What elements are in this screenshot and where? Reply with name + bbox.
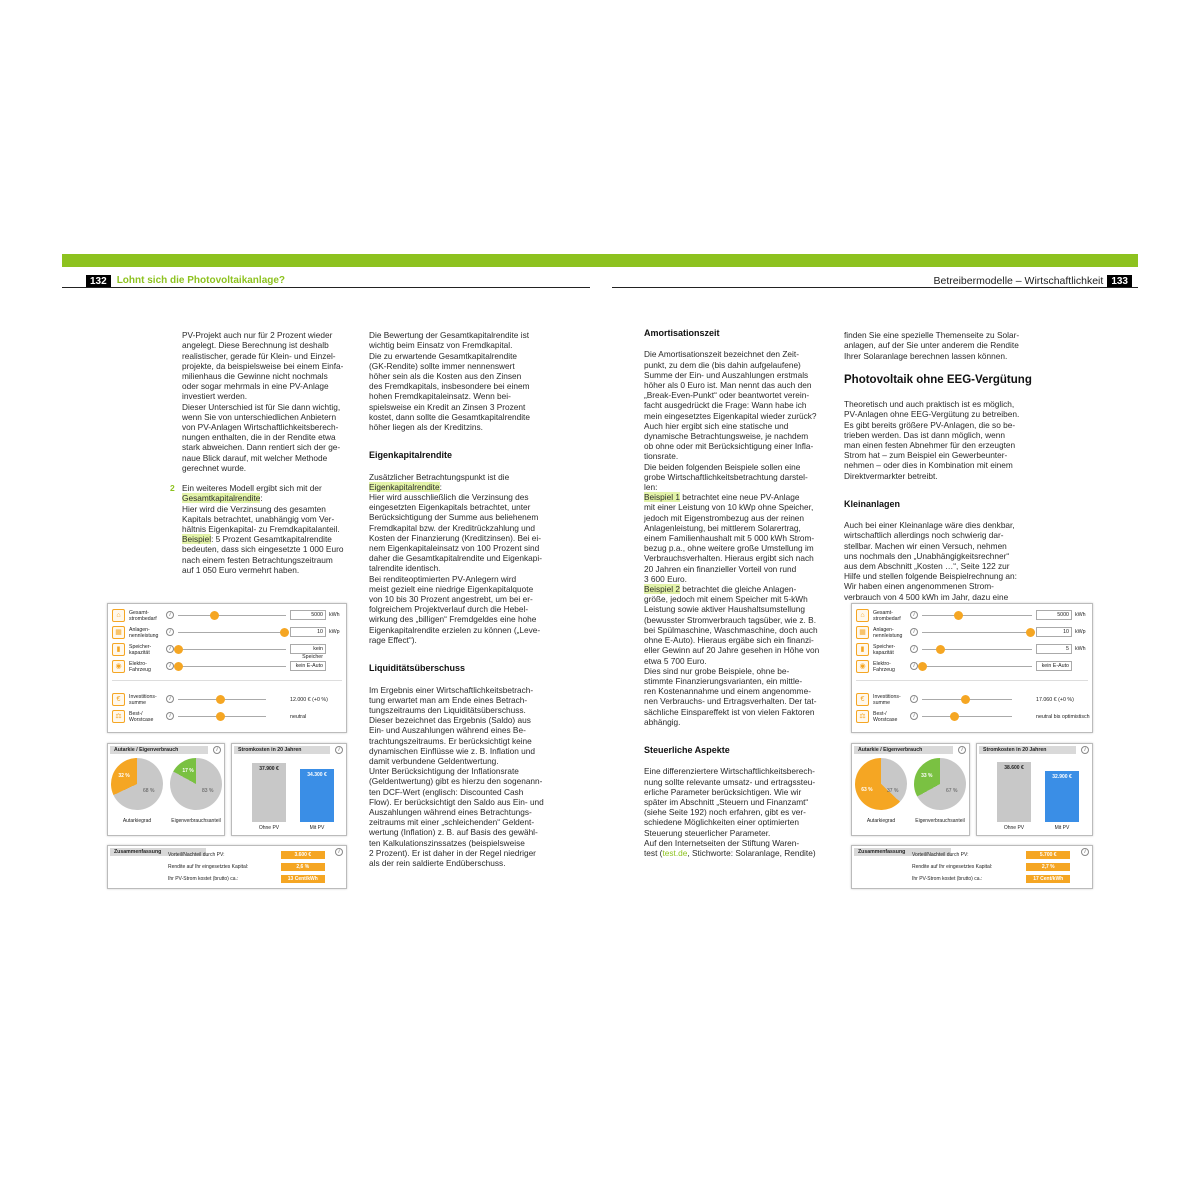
slider-knob[interactable] <box>210 611 219 620</box>
panel-title: Stromkosten in 20 Jahren <box>234 746 330 754</box>
info-icon[interactable]: i <box>166 645 174 653</box>
paragraph <box>182 483 372 575</box>
text: Ein weiteres Modell ergibt sich mit der <box>182 483 322 494</box>
text-column-1 <box>182 320 372 585</box>
slider-track[interactable] <box>922 615 1032 616</box>
euro-icon: € <box>112 693 125 706</box>
panel-title: Stromkosten in 20 Jahren <box>979 746 1076 754</box>
calculator-right <box>851 603 1093 893</box>
text: betrachtet die gleiche Anlagen- größe, jedoch mit einem Speicher mit 5-kWh Leistung sowie aktiver Haushaltsumstellung (bewusster Stromverbrauch tagsüber, wie z. B. bei Spülmaschine, Waschmaschine, doch auch ohne E-Auto). Hieraus ergäbe sich ein finanzi- eller Gewinn auf 20 Jahre gesehen in Höhe von etwa 5 700 Euro. Dies sind nur grobe Beispiele, ohne be- stimmte Finanzierungsvarianten, ein mittle- ren Kostenannahme und einem angenomme- nen Verbrauchs- und Ertragsverhalten. Der tat- sächliche Einspareffekt ist von vielen Faktoren abhängig. <box>644 584 820 727</box>
summary-panel <box>107 845 347 889</box>
paragraph: Die Bewertung der Gesamtkapitalrendite ist wichtig beim Einsatz von Fremdkapital. Die zu erwartende Gesamtkapitalrendite (GK-Rendite) sollte immer nennenswert höher sein als die Kosten aus den Zinsen des Fremdkapitals, insbesondere bei einem hohen Fremdkapitaleinsatz. Wenn bei- spielsweise ein Kredit an Zinsen 3 Prozent kostet, dann sollte die Gesamtkapitalrendite höher liegen als der Kreditzins. <box>369 330 530 433</box>
value-readout: 17.060 € (+0 %) <box>1036 697 1074 703</box>
summary-row <box>852 862 1094 872</box>
pie-chart <box>102 749 171 818</box>
row-label: Anlagen- nennleistung <box>129 627 159 639</box>
text-column-2 <box>369 320 569 878</box>
euro-icon: € <box>856 693 869 706</box>
highlight: Beispiel <box>182 534 212 545</box>
section-heading: Amortisationszeit <box>644 328 720 339</box>
info-icon[interactable]: i <box>910 662 918 670</box>
text: : 5 Prozent Gesamtkapitalrendite bedeuten, dass sich eingesetzte 1 000 Euro nach einem festen Betrachtungszeitraum auf 1 050 Euro vermehrt haben. <box>182 534 344 575</box>
section-heading: Liquiditätsüberschuss <box>369 663 466 674</box>
text: , Stichworte: Solaranlage, Rendite) <box>687 847 816 858</box>
scale-icon: ⚖ <box>112 710 125 723</box>
info-icon[interactable]: i <box>166 611 174 619</box>
left-page-header <box>86 274 285 288</box>
summary-label: Vorteil/Nachteil durch PV: <box>168 852 225 858</box>
row-label: Gesamt- strombedarf <box>873 610 901 622</box>
summary-value: 17 Cent/kWh <box>1026 875 1070 883</box>
input-row <box>108 692 346 708</box>
summary-value: 3.600 € <box>281 851 325 859</box>
panel-icon: ▦ <box>856 626 869 639</box>
text-column-4 <box>844 320 1044 612</box>
pie-value-label: 32 % <box>118 772 130 779</box>
pie-rest-label: 37 % <box>887 788 899 794</box>
paragraph <box>369 472 569 645</box>
summary-row <box>108 862 348 872</box>
value-readout: neutral bis optimistisch <box>1036 714 1090 720</box>
slider-track[interactable] <box>178 615 286 616</box>
slider-track[interactable] <box>178 649 286 650</box>
pie-chart <box>905 749 976 820</box>
pie-value-label: 63 % <box>861 786 873 793</box>
slider-knob[interactable] <box>216 712 225 721</box>
bar-value: 32.900 € <box>1052 774 1072 780</box>
slider-track[interactable] <box>922 666 1032 667</box>
house-icon: ⌂ <box>112 609 125 622</box>
row-label: Speicher- kapazität <box>129 644 152 656</box>
info-icon[interactable]: i <box>166 628 174 636</box>
panel-title: Autarkie / Eigenverbrauch <box>110 746 208 754</box>
slider-knob[interactable] <box>954 611 963 620</box>
highlight: Eigenkapitalrendite <box>369 481 440 492</box>
panel-title: Autarkie / Eigenverbrauch <box>854 746 953 754</box>
right-page-header <box>933 274 1132 288</box>
input-row <box>852 625 1092 641</box>
input-panel <box>851 603 1093 733</box>
bar-caption: Ohne PV <box>258 825 280 831</box>
pie-chart <box>161 749 232 820</box>
summary-label: Rendite auf Ihr eingesetztes Kapital: <box>168 864 249 870</box>
paragraph: Auch bei einer Kleinanlage wäre dies denkbar, wirtschaftlich allerdings noch schwierig dar- stellbar. Machen wir einen Versuch, nehmen uns nochmals den „Unabhängigkeitsrechner“ aus dem Abschnitt „Kosten …“, Seite 122 zur Hilfe und stellen folgende Beispielrechnung an: Wir haben einen angenommenen Strom- verbrauch von 4 500 kWh im Jahr, dazu eine <box>844 520 1017 602</box>
summary-value: 5.700 € <box>1026 851 1070 859</box>
summary-value: 2,7 % <box>1026 863 1070 871</box>
input-panel <box>107 603 347 733</box>
section-heading: Eigenkapitalrendite <box>369 450 453 461</box>
pie-caption: Autarkiegrad <box>866 818 896 824</box>
summary-label: Ihr PV-Strom kostet (brutto) ca.: <box>912 876 983 882</box>
text: Zusätzlicher Betrachtungspunkt ist die <box>369 471 510 482</box>
slider-knob[interactable] <box>961 695 970 704</box>
car-icon: ◉ <box>856 660 869 673</box>
value-input[interactable]: kein E-Auto <box>290 661 326 671</box>
autarky-panel <box>851 743 970 836</box>
pie-caption: Autarkiegrad <box>122 818 152 824</box>
chapter-title-right: Betreibermodelle – Wirtschaftlichkeit <box>933 275 1104 287</box>
value-input[interactable]: kein Speicher <box>290 644 326 654</box>
row-label: Anlagen- nennleistung <box>873 627 903 639</box>
text: Die Amortisationszeit bezeichnet den Zeit- punkt, zu dem die (bis dahin aufgelaufene) Summe der Ein- und Auszahlungen erstmals höher als 0 Euro ist. Man nennt das auch den „Break-Even-Punkt“ oder beantwortet verein- facht ausgedrückt die Frage: Wann habe ich mein eingesetztes Eigenkapital wieder zurück? Auch hier ergibt sich eine statische und dynamische Betrachtungsweise, je nachdem ob ohne oder mit Berücksichtigung einer Infla- tionsrate. Die beiden folgenden Beispiele sollen eine grobe Wirtschaftlichkeitsbetrachtung darstel- len: <box>644 349 817 493</box>
pie-value-label: 33 % <box>921 773 933 780</box>
section-heading: Steuerliche Aspekte <box>644 745 730 756</box>
unit-label: kWh <box>329 612 340 618</box>
paragraph: PV-Projekt auch nur für 2 Prozent wieder angelegt. Diese Berechnung ist deshalb realistischer, gerade für Klein- und Einzel- projekte, da beispielsweise bei einem Einfa- milienhaus die Gewinne nicht nochmals oder sogar mehrmals in eine PV-Anlage investiert werden. Dieser Unterschied ist für Sie dann wichtig, wenn Sie von unterschiedlichen Anbietern von PV-Anlagen Wirtschaftlichkeitsberech- nungen enthalten, die in der Rendite etwa stark abweichen. Dann rentiert sich der ge- naue Blick darauf, mit welcher Methode gerechnet wurde. <box>182 330 344 473</box>
summary-label: Vorteil/Nachteil durch PV: <box>912 852 969 858</box>
info-icon[interactable]: i <box>910 695 918 703</box>
info-icon[interactable]: i <box>213 746 221 754</box>
link-test-de[interactable]: test.de <box>662 847 688 858</box>
input-row <box>852 709 1092 725</box>
slider-knob[interactable] <box>174 662 183 671</box>
slider-knob[interactable] <box>936 645 945 654</box>
info-icon[interactable]: i <box>910 611 918 619</box>
row-label: Speicher- kapazität <box>873 644 896 656</box>
value-readout: 12.000 € (+0 %) <box>290 697 328 703</box>
slider-knob[interactable] <box>950 712 959 721</box>
house-icon: ⌂ <box>856 609 869 622</box>
pie-rest-label: 68 % <box>143 788 155 794</box>
value-input[interactable]: 5 <box>1036 644 1072 654</box>
divider <box>856 680 1088 681</box>
car-icon: ◉ <box>112 660 125 673</box>
bar-value: 34.300 € <box>307 771 327 778</box>
value-input[interactable]: 5000 <box>290 610 326 620</box>
info-icon[interactable]: i <box>910 628 918 636</box>
row-label: Best-/ Worstcase <box>129 711 154 723</box>
slider-track[interactable] <box>922 632 1032 633</box>
pie-caption: Eigenverbrauchsanteil <box>171 818 221 824</box>
highlight: Beispiel 2 <box>644 584 680 595</box>
bar-value: 38.600 € <box>1004 765 1024 772</box>
info-icon[interactable]: i <box>1081 848 1089 856</box>
input-row <box>108 709 346 725</box>
pie-caption: Eigenverbrauchsanteil <box>915 818 965 824</box>
info-icon[interactable]: i <box>335 848 343 856</box>
summary-value: 13 Cent/kWh <box>281 875 325 883</box>
row-label: Investitions- summe <box>129 694 157 706</box>
info-icon[interactable]: i <box>166 695 174 703</box>
slider-track[interactable] <box>178 632 286 633</box>
section-heading: Photovoltaik ohne EEG-Vergütung <box>844 374 1032 387</box>
value-readout: neutral <box>290 714 307 720</box>
row-label: Elektro- Fahrzeug <box>129 661 151 673</box>
pie-chart <box>844 747 918 821</box>
battery-icon: ▮ <box>856 643 869 656</box>
paragraph: Im Ergebnis einer Wirtschaftlichkeitsbetrach- tung erwartet man am Ende eines Betrach- tungszeitraums den Liquiditätsüberschuss. Dieser bezeichnet das Ergebnis (Saldo) aus Ein- und Auszahlungen während eines Be- trachtungszeitraums. Er berücksichtigt keine dynamischen Einflüsse wie z. B. Inflation und damit verbundene Geldentwertung. Unter Berücksichtigung der Inflationsrate (Geldentwertung) gibt es hierzu den sogenann- ten DCF-Wert (englisch: Discounted Cash Flow). Er berücksichtigt den Saldo aus Ein- und Auszahlungen während eines Betrachtungs- zeitraums mit einer „schleichenden“ Geldent- wertung (Inflation) z. B. auf Basis des gewähl- ten Kalkulationszinssatzes (beispielsweise 2 Prozent). Er ist daher in der Regel niedriger als der rein saldierte Endüberschuss. <box>369 684 544 868</box>
bar-value: 37.900 € <box>259 766 279 773</box>
info-icon[interactable]: i <box>1081 746 1089 754</box>
scale-icon: ⚖ <box>856 710 869 723</box>
unit-label: kWh <box>1075 646 1086 652</box>
pie-rest-label: 83 % <box>202 788 214 794</box>
summary-label: Rendite auf Ihr eingesetztes Kapital: <box>912 864 993 870</box>
value-input[interactable]: 10 <box>290 627 326 637</box>
slider-knob[interactable] <box>918 662 927 671</box>
unit-label: kWh <box>1075 612 1086 618</box>
panel-title: Zusammenfassung <box>110 848 206 856</box>
value-input[interactable]: kein E-Auto <box>1036 661 1072 671</box>
info-icon[interactable]: i <box>958 746 966 754</box>
row-label: Gesamt- strombedarf <box>129 610 157 622</box>
summary-row <box>108 850 348 860</box>
pie-value-label: 17 % <box>182 768 194 775</box>
summary-panel <box>851 845 1093 889</box>
row-label: Investitions- summe <box>873 694 901 706</box>
input-row <box>108 642 346 658</box>
text: betrachtet eine neue PV-Anlage mit einer Leistung von 10 kWp ohne Speicher, jedoch mit Eigenstrombezug aus der reinen Anlagenleistung, bei mittlerem Solarertrag, einem Familienhaushalt mit 5 000 kWh Strom- bezug p.a., ohne weitere große Umstellung im Verbrauchsverhalten. Hieraus ergibt sich nach 20 Jahren ein finanzieller Vorteil von rund 3 600 Euro. <box>644 492 815 584</box>
bar-caption: Mit PV <box>309 825 325 831</box>
info-icon[interactable]: i <box>166 662 174 670</box>
paragraph <box>644 349 844 727</box>
text: Eine differenziertere Wirtschaftlichkeitsberech- nung sollte relevante umsatz- und ertragssteu- erliche Parameter berücksichtigen. Wie wir später im Abschnitt „Steuern und Finanzamt“ (siehe Seite 192) noch erfahren, gibt es ver- schiedene Möglichkeiten einer optimierten Steuerung steuerlicher Parameter. Auf den Internetseiten der Stiftung Waren- test ( <box>644 766 816 858</box>
paragraph <box>644 766 844 858</box>
header-rule-left <box>62 287 590 288</box>
highlight: Gesamtkapitalrendite <box>182 493 261 504</box>
calculator-left <box>107 603 347 893</box>
battery-icon: ▮ <box>112 643 125 656</box>
row-label: Elektro- Fahrzeug <box>873 661 895 673</box>
pie-rest-label: 67 % <box>946 788 958 794</box>
slider-knob[interactable] <box>280 628 289 637</box>
summary-value: 2,6 % <box>281 863 325 871</box>
paragraph: finden Sie eine spezielle Themenseite zu Solar- anlagen, auf der Sie unter anderem die Rendite Ihrer Solaranlage berechnen lassen können. <box>844 330 1020 361</box>
info-icon[interactable]: i <box>910 645 918 653</box>
value-input[interactable]: 5000 <box>1036 610 1072 620</box>
header-color-band <box>62 254 1138 267</box>
input-row <box>852 642 1092 658</box>
divider <box>112 680 342 681</box>
unit-label: kWp <box>329 629 340 635</box>
panel-title: Zusammenfassung <box>854 848 951 856</box>
summary-row <box>852 850 1094 860</box>
bar-caption: Ohne PV <box>1003 825 1025 831</box>
text: : Hier wird die Verzinsung des gesamten Kapitals betrachtet, unabhängig vom Ver- hältnis Eigenkapital- zu Fremdkapitalanteil. <box>182 493 340 535</box>
cost-panel <box>976 743 1093 836</box>
text: : Hier wird ausschließlich die Verzinsung des eingesetzten Eigenkapitals betrachtet, unter Berücksichtigung der Summe aus beliehenem Fremdkapital bzw. der Kreditrückzahlung und Kosten der Finanzierung (Kreditzinsen). Bei ei- nem Eigenkapitaleinsatz von 100 Prozent sind daher die Gesamtkapitalrendite und Eigenkapi- talrendite identisch. Bei renditeoptimierten PV-Anlegern wird meist gezielt eine niedrige Eigenkapitalquote von 10 bis 30 Prozent angestrebt, um bei er- folgreichem Projektverlauf durch die Hebel- wirkung des „billigen“ Fremdgeldes eine hohe Eigenkapitalrendite erzielen zu können („Leve- rage Effect“). <box>369 481 542 645</box>
highlight: Beispiel 1 <box>644 492 680 503</box>
page-number-left: 132 <box>86 275 111 288</box>
chapter-title-left: Lohnt sich die Photovoltaikanlage? <box>116 275 286 286</box>
slider-knob[interactable] <box>174 645 183 654</box>
text-column-3 <box>644 318 844 868</box>
page-number-right: 133 <box>1107 275 1132 288</box>
slider-knob[interactable] <box>1026 628 1035 637</box>
slider-track[interactable] <box>922 716 1012 717</box>
section-heading: Kleinanlagen <box>844 499 901 510</box>
margin-number: 2 <box>170 483 175 493</box>
input-row <box>108 608 346 624</box>
input-row <box>108 625 346 641</box>
info-icon[interactable]: i <box>335 746 343 754</box>
input-row <box>108 659 346 675</box>
info-icon[interactable]: i <box>166 712 174 720</box>
input-row <box>852 659 1092 675</box>
cost-panel <box>231 743 347 836</box>
summary-row <box>108 874 348 884</box>
bar-caption: Mit PV <box>1054 825 1070 831</box>
input-row <box>852 608 1092 624</box>
autarky-panel <box>107 743 225 836</box>
panel-icon: ▦ <box>112 626 125 639</box>
input-row <box>852 692 1092 708</box>
unit-label: kWp <box>1075 629 1086 635</box>
slider-track[interactable] <box>178 666 286 667</box>
paragraph: Theoretisch und auch praktisch ist es möglich, PV-Anlagen ohne EEG-Vergütung zu betreiben. Es gibt bereits größere PV-Anlagen, die so be- trieben werden. Das ist dann möglich, wenn man einen festen Abnehmer für den erzeugten Strom hat – zum Beispiel ein Gewerbeunter- nehmen – oder dies in Kombination mit einem Direktvermarkter betreibt. <box>844 399 1020 481</box>
row-label: Best-/ Worstcase <box>873 711 898 723</box>
slider-knob[interactable] <box>216 695 225 704</box>
header-rule-right <box>612 287 1138 288</box>
summary-label: Ihr PV-Strom kostet (brutto) ca.: <box>168 876 239 882</box>
summary-row <box>852 874 1094 884</box>
info-icon[interactable]: i <box>910 712 918 720</box>
value-input[interactable]: 10 <box>1036 627 1072 637</box>
